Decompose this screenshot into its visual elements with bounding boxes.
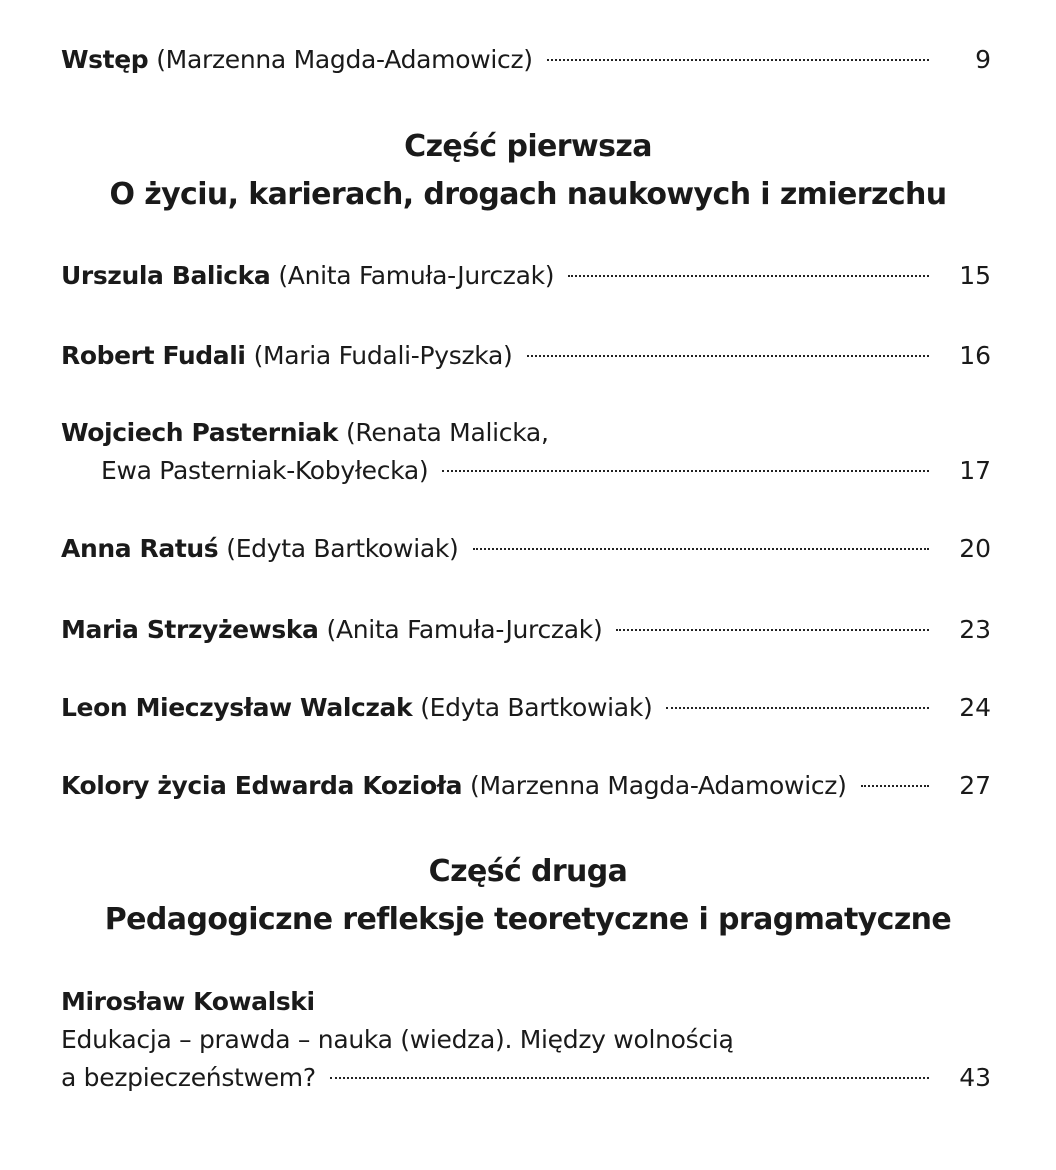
section-subtitle: Pedagogiczne refleksje teoretyczne i pragmatyczne [104, 902, 952, 937]
toc-entry-intro [61, 41, 991, 79]
page-number: 43 [959, 1063, 991, 1092]
page-number: 27 [959, 771, 991, 800]
toc-entry [61, 530, 991, 568]
toc-entry [61, 983, 991, 1097]
entry-author: (Maria Fudali-Pyszka) [253, 341, 513, 370]
entry-author: (Edyta Bartkowiak) [226, 534, 459, 563]
entry-author-continued: Ewa Pasterniak-Kobyłecka) [101, 456, 429, 485]
section-subtitle: O życiu, karierach, drogach naukowych i zmierzchu [109, 177, 947, 212]
toc-entry [61, 689, 991, 727]
entry-name: Leon Mieczysław Walczak [61, 693, 413, 722]
entry-name: Robert Fudali [61, 341, 246, 370]
section-heading-part1 [0, 123, 1056, 219]
toc-entry [61, 414, 991, 490]
entry-name: Wojciech Pasterniak [61, 418, 338, 447]
entry-name: Kolory życia Edwarda Kozioła [61, 771, 463, 800]
dot-leader [527, 355, 930, 357]
entry-title: Wstęp [61, 45, 149, 74]
page-number: 16 [959, 341, 991, 370]
dot-leader [568, 275, 929, 277]
dot-leader [442, 470, 929, 472]
entry-author: (Marzenna Magda-Adamowicz) [470, 771, 847, 800]
section-heading-part2 [0, 848, 1056, 944]
entry-name: Anna Ratuś [61, 534, 219, 563]
section-title: Część druga [428, 854, 628, 889]
entry-name: Mirosław Kowalski [61, 987, 315, 1016]
entry-author: (Anita Famuła-Jurczak) [278, 261, 555, 290]
dot-leader [616, 629, 929, 631]
dot-leader [666, 707, 929, 709]
entry-author: (Anita Famuła-Jurczak) [326, 615, 603, 644]
entry-title-line2: a bezpieczeństwem? [61, 1063, 316, 1092]
page-number: 24 [959, 693, 991, 722]
entry-name: Maria Strzyżewska [61, 615, 319, 644]
page-number: 20 [959, 534, 991, 563]
section-title: Część pierwsza [404, 129, 652, 164]
entry-author: (Renata Malicka, [345, 418, 549, 447]
dot-leader [861, 785, 929, 787]
page-number: 15 [959, 261, 991, 290]
entry-author: (Edyta Bartkowiak) [420, 693, 653, 722]
toc-entry [61, 337, 991, 375]
dot-leader [473, 548, 930, 550]
toc-entry [61, 767, 991, 805]
page-number: 23 [959, 615, 991, 644]
dot-leader [547, 59, 929, 61]
page-number: 9 [975, 45, 991, 74]
entry-title-line1: Edukacja – prawda – nauka (wiedza). Między wolnością [61, 1025, 734, 1054]
dot-leader [330, 1077, 929, 1079]
toc-entry [61, 257, 991, 295]
entry-name: Urszula Balicka [61, 261, 271, 290]
page-number: 17 [959, 456, 991, 485]
toc-entry [61, 611, 991, 649]
entry-author: (Marzenna Magda-Adamowicz) [156, 45, 533, 74]
